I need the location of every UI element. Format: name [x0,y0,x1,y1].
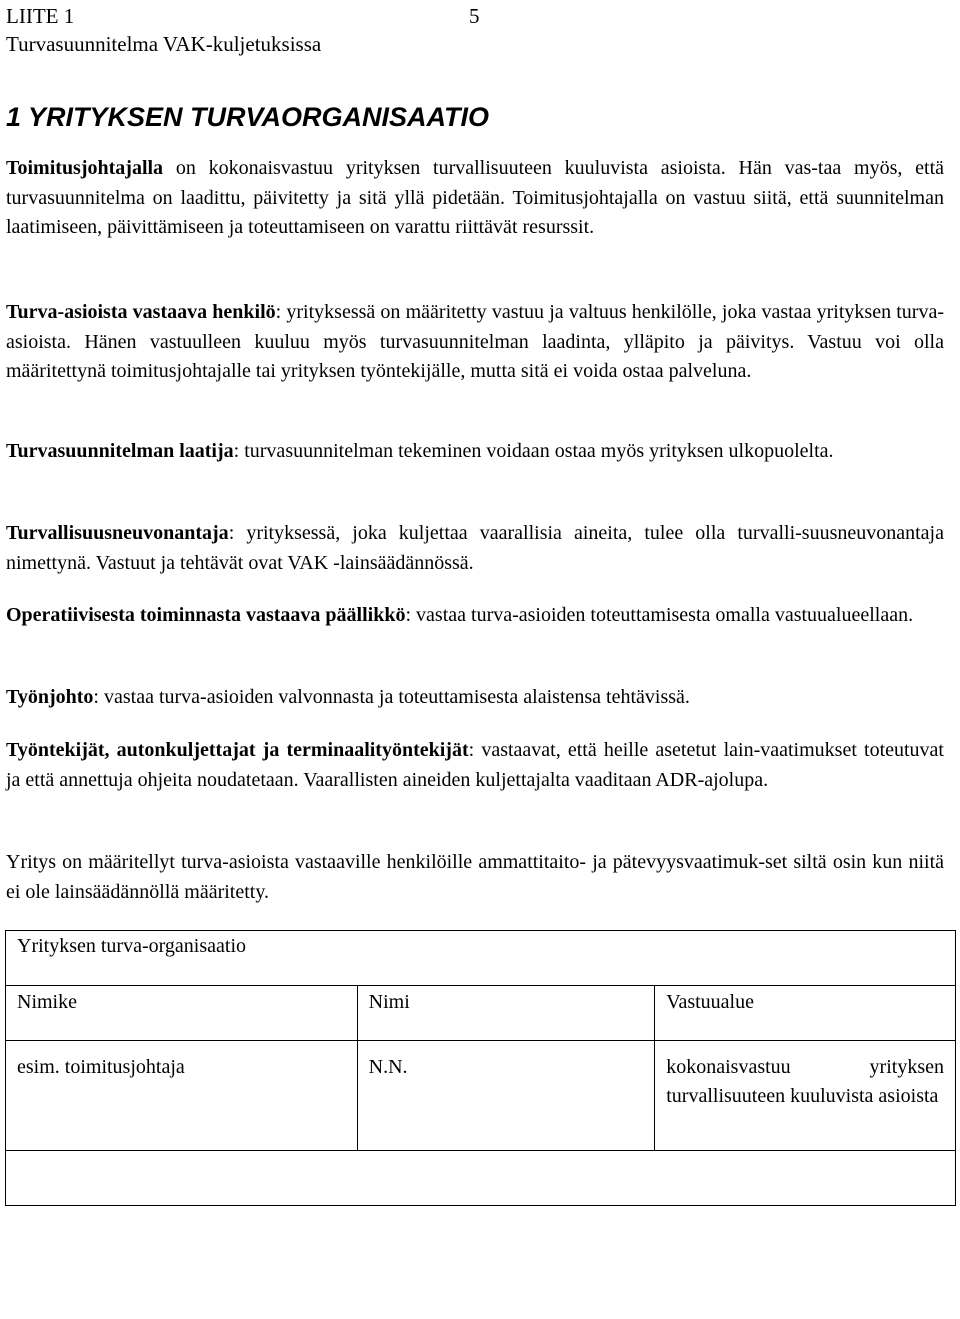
paragraph-separator: : [468,739,475,761]
page-header [6,2,480,58]
paragraph [6,298,944,387]
paragraph-term: Toimitusjohtajalla [6,157,164,179]
table-cell: esim. toimitusjohtaja [6,1041,358,1151]
paragraph-text: yrityksessä on määritetty vastuu ja valtuus henkilölle, joka vastaa yrityksen turva-asioista. Hänen vastuulleen kuuluu myös turvasuunnitelman laadinta, ylläpito ja päivitys. Vastuu voi olla määritettynä toimitusjohtajalle tai yrityksen työntekijälle, mutta sitä ei voida ostaa palveluna. [6,301,945,382]
paragraph-term: Turva-asioista vastaava henkilö [6,301,276,323]
paragraph-text: Yritys on määritellyt turva-asioista vastaaville henkilöille ammattitaito- ja pätevyysvaatimuk-set siltä osin kun niitä ei ole lainsäädännöllä määritetty. [6,851,944,903]
table-header-cell: Vastuualue [655,986,956,1041]
table-header-cell: Nimi [357,986,655,1041]
paragraph-separator: : [228,522,235,544]
paragraph [6,848,944,907]
paragraph-text: vastaa turva-asioiden valvonnasta ja toteuttamisesta alaistensa tehtävissä. [98,686,690,708]
paragraph-text: yrityksessä, joka kuljettaa vaarallisia aineita, tulee olla turvalli-suusneuvonantaja nimettynä. Vastuut ja tehtävät ovat VAK -lainsäädännössä. [6,522,944,574]
paragraph-term: Työntekijät, autonkuljettajat ja terminaalityöntekijät [6,739,469,761]
section-heading: 1 YRITYKSEN TURVAORGANISAATIO [6,102,490,132]
paragraph-separator: : [405,604,412,626]
document-subtitle: Turvasuunnitelma VAK-kuljetuksissa [6,32,322,56]
paragraph-text: vastaa turva-asioiden toteuttamisesta omalla vastuualueellaan. [411,604,914,626]
security-organisation-table [5,930,956,1206]
paragraph-separator: : [275,301,282,323]
paragraph [6,519,944,578]
table-row [6,1151,956,1206]
paragraph-term: Työnjohto [6,686,94,708]
table-header-cell: Nimike [6,986,358,1041]
table-cell [6,1151,956,1206]
paragraph-text: turvasuunnitelman tekeminen voidaan ostaa myös yrityksen ulkopuolelta. [239,440,834,462]
table-title: Yrityksen turva-organisaatio [6,931,956,986]
table-header-row [6,986,956,1041]
table-row [6,1041,956,1151]
appendix-label: LIITE 1 [6,4,75,28]
paragraph-text: on kokonaisvastuu yrityksen turvallisuuteen kuuluvista asioista. Hän vas-taa myös, että turvasuunnitelma on laadittu, päivitetty ja sitä yllä pidetään. Toimitusjohtajalla on vastuu siitä, että suunnitelman laatimiseen, päivittämiseen ja toteuttamiseen on varattu riittävät resurssit. [6,157,944,238]
paragraph-term: Turvallisuusneuvonantaja [6,522,229,544]
table-cell: N.N. [357,1041,655,1151]
paragraph-separator: : [233,440,240,462]
table-cell: kokonaisvastuu yrityksen turvallisuuteen kuuluvista asioista [655,1041,956,1151]
page-number: 5 [469,4,480,28]
paragraph [6,437,944,467]
paragraph-separator: : [93,686,99,708]
paragraph-text: vastaavat, että heille asetetut lain-vaatimukset toteutuvat ja että annettuja ohjeita noudatetaan. Vaarallisten aineiden kuljettajalta vaaditaan ADR-ajolupa. [6,739,944,791]
paragraph-term: Turvasuunnitelman laatija [6,440,234,462]
paragraph [6,736,944,795]
paragraph [6,683,944,713]
paragraph [6,601,944,631]
paragraph-term: Operatiivisesta toiminnasta vastaava päällikkö [6,604,406,626]
paragraph [6,154,944,243]
